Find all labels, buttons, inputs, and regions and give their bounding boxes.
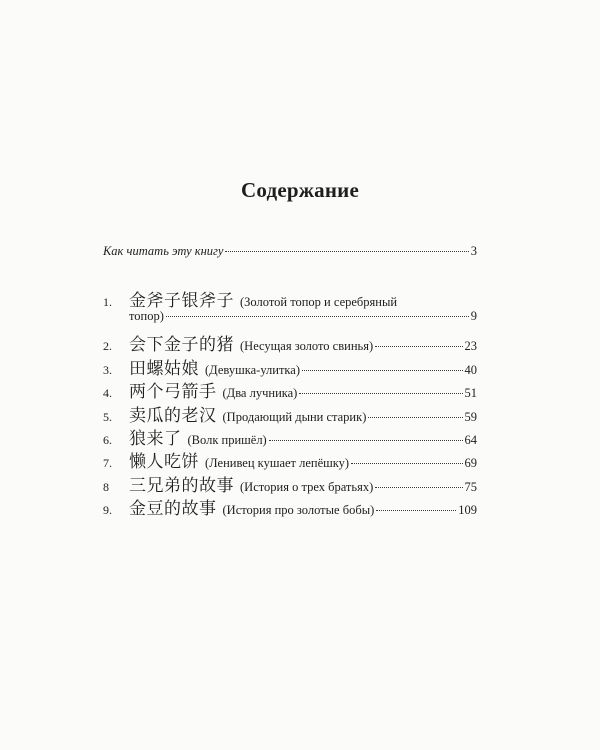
toc-entry-number: 5.: [103, 409, 112, 424]
dot-leader: [376, 510, 456, 511]
toc-entry-russian-title: (Два лучника): [222, 386, 298, 401]
toc-page-number: 9: [470, 309, 477, 324]
toc-entry-chinese-title: 会下金子的猪: [129, 335, 234, 356]
toc-entry: [103, 494, 477, 520]
dot-leader: [351, 463, 462, 464]
page-title: Содержание: [241, 178, 359, 202]
toc-entry: [103, 401, 477, 424]
toc-entry-number: 3.: [103, 362, 112, 377]
toc-entry-number: 4.: [103, 386, 112, 401]
toc-page-number: 64: [464, 432, 477, 447]
toc-entry: [103, 286, 477, 330]
toc-page-number: 59: [464, 409, 477, 424]
toc-entry-chinese-title: 田螺姑娘: [129, 358, 199, 379]
toc-page-number: 40: [464, 362, 477, 377]
toc-entry-russian-title: (Несущая золото свинья): [240, 339, 374, 354]
toc-entry: [103, 330, 477, 356]
toc-intro-label: Как читать эту книгу: [103, 244, 224, 258]
toc-entry-chinese-title: 懒人吃饼: [129, 452, 199, 473]
toc-page-number: 69: [464, 456, 477, 471]
toc-entry-line: [103, 286, 477, 309]
toc-page-number: 51: [464, 386, 477, 401]
toc-entry: [103, 377, 477, 403]
toc-entry-chinese-title: 金斧子银斧子: [129, 291, 234, 311]
toc-page-number: 3: [470, 244, 477, 258]
toc-entry-russian-title-cont: топор): [129, 309, 164, 324]
toc-entry-number: 2.: [103, 339, 112, 354]
toc-entry-chinese-title: 狼来了: [129, 428, 182, 449]
toc-entry-chinese-title: 金豆的故事: [129, 499, 217, 520]
toc-entry: [103, 354, 477, 377]
toc-entry-number: 1.: [103, 295, 112, 309]
toc-entry-russian-title: (Волк пришёл): [187, 432, 267, 447]
toc-entry-continuation: [103, 309, 477, 330]
dot-leader: [166, 316, 469, 317]
toc-entry-chinese-title: 两个弓箭手: [129, 382, 217, 403]
dot-leader: [299, 393, 462, 394]
toc-entry-chinese-title: 卖瓜的老汉: [129, 405, 217, 426]
dot-leader: [368, 417, 462, 418]
dot-leader: [375, 346, 462, 347]
toc-entry-number: 8: [103, 479, 109, 494]
toc-entry-russian-title: (История про золотые бобы): [222, 503, 375, 518]
toc-intro-entry: [103, 244, 477, 259]
dot-leader: [302, 370, 462, 371]
toc-entry-number: 9.: [103, 503, 112, 518]
dot-leader: [225, 251, 468, 252]
dot-leader: [269, 440, 463, 441]
toc-page-number: 23: [464, 339, 477, 354]
toc-entry: [103, 447, 477, 473]
toc-entry-russian-title: (Золотой топор и серебряный: [240, 295, 398, 309]
toc-page-number: 109: [458, 503, 477, 518]
toc-entry-russian-title: (История о трех братьях): [240, 479, 374, 494]
toc-entry-number: 7.: [103, 456, 112, 471]
toc-entry-russian-title: (Ленивец кушает лепёшку): [205, 456, 350, 471]
toc-entry-russian-title: (Продающий дыни старик): [222, 409, 367, 424]
toc-entry-chinese-title: 三兄弟的故事: [129, 475, 234, 496]
toc-entry: [103, 424, 477, 447]
table-of-contents: [103, 286, 477, 518]
toc-entry-number: 6.: [103, 432, 112, 447]
toc-entry: [103, 471, 477, 494]
toc-entry-russian-title: (Девушка-улитка): [205, 362, 301, 377]
dot-leader: [375, 487, 462, 488]
toc-page-number: 75: [464, 479, 477, 494]
